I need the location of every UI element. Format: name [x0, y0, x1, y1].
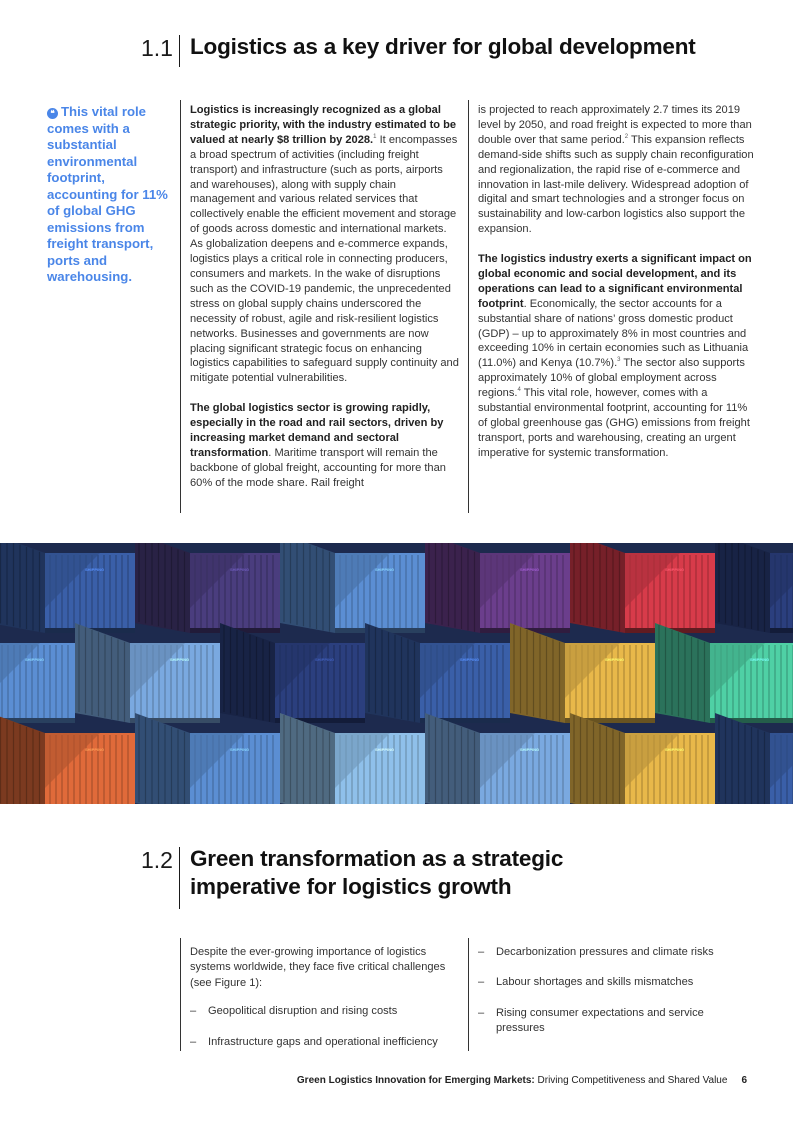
container-block	[570, 543, 715, 633]
container-label: SHIPPING	[230, 747, 250, 752]
list-item: – Rising consumer expectations and service pressures	[478, 1006, 728, 1037]
column-divider-left	[180, 100, 181, 513]
container-block	[425, 543, 570, 633]
paragraph-text: It encompasses a broad spectrum of activities (including freight transport) and infrastructure (such as ports, airports and warehouses), along with supply chain management and various related services that collectively enable the efficient movement and storage of goods across domestic and international markets. As globalization deepens and e-commerce expands, logistics plays a critical role in connecting producers, consumers and markets. In the wake of disruptions such as the COVID-19 pandemic, the unprecedented stress on global supply chains underscored the necessity of robust, agile and risk-resilient logistics networks. Businesses and governments are now placing significant strategic focus on enhancing logistics capabilities to safeguard supply continuity and mitigate potential vulnerabilities.	[190, 133, 459, 385]
container-label: SHIPPING	[665, 567, 685, 572]
paragraph-text: The sector also supports approximately 10% of global employment across regions.	[478, 357, 745, 400]
container-block	[365, 623, 510, 723]
container-label: SHIPPING	[315, 657, 335, 662]
container-block	[280, 713, 425, 804]
container-label: SHIPPING	[375, 567, 395, 572]
intro-text: Despite the ever-growing importance of logistics systems worldwide, they face five critical challenges (see Figure 1):	[190, 946, 446, 989]
paragraph-text: . Maritime transport will remain the backbone of global freight, accounting for more than 60% of the mode share. Rail freight	[190, 446, 446, 489]
paragraph-text: This vital role, however, comes with a substantial environmental footprint, accounting for 11% of global greenhouse gas (GHG) emissions from freight transport, ports and warehousing, creating an urgent imperative for systemic transformation.	[478, 387, 750, 459]
paragraph	[190, 103, 460, 386]
list-item: – Decarbonization pressures and climate risks	[478, 945, 728, 960]
container-block	[570, 713, 715, 804]
paragraph-text: This expansion reflects demand-side shifts such as supply chain reconfiguration and regionalization, the rapid rise of e-commerce and innovation in last-mile delivery. Widespread adoption of digital and smart technologies and a stronger focus on sustainability and low-carbon logistics also support the expansion.	[478, 133, 754, 236]
container-label: SHIPPING	[375, 747, 395, 752]
container-label: SHIPPING	[170, 657, 190, 662]
section-title: Logistics as a key driver for global development	[190, 34, 696, 59]
container-label: SHIPPING	[460, 657, 480, 662]
column-divider-right	[468, 938, 469, 1051]
footnote-ref: 4	[517, 387, 521, 394]
container-block	[135, 543, 280, 633]
container-block	[135, 713, 280, 804]
list-item: – Labour shortages and skills mismatches	[478, 975, 728, 990]
bold-lead: Logistics is increasingly recognized as a global strategic priority, with the industry estimated to be valued at nearly $8 trillion by 2028.	[190, 104, 457, 146]
pull-quote-text: This vital role comes with a substantial environmental footprint, accounting for 11% of global GHG emissions from freight transport, ports and warehousing.	[47, 104, 168, 284]
container-label: SHIPPING	[520, 747, 540, 752]
container-block	[0, 623, 75, 723]
section-title-line: imperative for logistics growth	[190, 874, 512, 899]
body-column-2	[478, 103, 756, 461]
containers-illustration	[0, 543, 793, 804]
container-block	[510, 623, 655, 723]
heading-divider	[179, 35, 180, 67]
container-label: SHIPPING	[520, 567, 540, 572]
body-column-1	[190, 103, 460, 491]
container-label: SHIPPING	[230, 567, 250, 572]
bold-lead: The global logistics sector is growing rapidly, especially in the road and rail sectors, driven by increasing market demand and sectoral transformation	[190, 402, 444, 459]
challenge-list	[478, 945, 728, 1037]
footnote-ref: 3	[617, 357, 621, 364]
column-divider-left	[180, 938, 181, 1051]
section-title-line: Green transformation as a strategic	[190, 846, 564, 871]
container-block	[0, 713, 135, 804]
paragraph	[478, 103, 756, 237]
paragraph	[478, 252, 756, 461]
paragraph	[190, 401, 460, 490]
footer-title-bold: Green Logistics Innovation for Emerging Markets:	[296, 1075, 535, 1086]
container-block	[280, 543, 425, 633]
paragraph-text: . Economically, the sector accounts for a substantial share of nations’ gross domestic product (GDP) – up to approximately 8% in most countries and exceeding 10% in certain economies such as Lithuania (11.0%) and Kenya (10.7%).	[478, 297, 749, 370]
section-number: 1.2	[141, 847, 173, 873]
quote-icon: ❝	[47, 108, 58, 119]
container-label: SHIPPING	[85, 567, 105, 572]
page-number: 6	[741, 1075, 747, 1086]
column-divider-right	[468, 100, 469, 513]
bold-lead: The logistics industry exerts a significant impact on global economic and social development, and its operations can lead to a significant environmental footprint	[478, 253, 752, 310]
footnote-ref: 2	[624, 133, 629, 140]
container-label: SHIPPING	[605, 657, 625, 662]
container-label: SHIPPING	[665, 747, 685, 752]
list-item: – Geopolitical disruption and rising costs	[190, 1004, 460, 1019]
container-block	[75, 623, 220, 723]
container-block	[715, 543, 793, 633]
container-label: SHIPPING	[85, 747, 105, 752]
container-block	[0, 543, 135, 633]
heading-divider	[179, 847, 180, 909]
container-label: SHIPPING	[25, 657, 45, 662]
footer-title: Driving Competitiveness and Shared Value	[534, 1075, 728, 1086]
section-number: 1.1	[141, 35, 173, 61]
paragraph-text: is projected to reach approximately 2.7 times its 2019 level by 2050, and road freight is expected to more than double over that same period.	[478, 104, 752, 146]
challenge-list	[190, 1004, 460, 1050]
page-footer	[297, 1075, 747, 1086]
list-item: – Infrastructure gaps and operational inefficiency	[190, 1035, 460, 1050]
shipping-containers-photo	[0, 543, 793, 804]
section-title	[190, 845, 750, 901]
section2-column-2	[478, 945, 728, 1037]
container-block	[715, 713, 793, 804]
pull-quote	[47, 104, 177, 286]
container-block	[425, 713, 570, 804]
section2-column-1	[190, 945, 460, 1050]
container-label: SHIPPING	[750, 657, 770, 662]
footnote-ref: 1	[373, 133, 377, 140]
container-block	[655, 623, 793, 723]
container-block	[220, 623, 365, 723]
